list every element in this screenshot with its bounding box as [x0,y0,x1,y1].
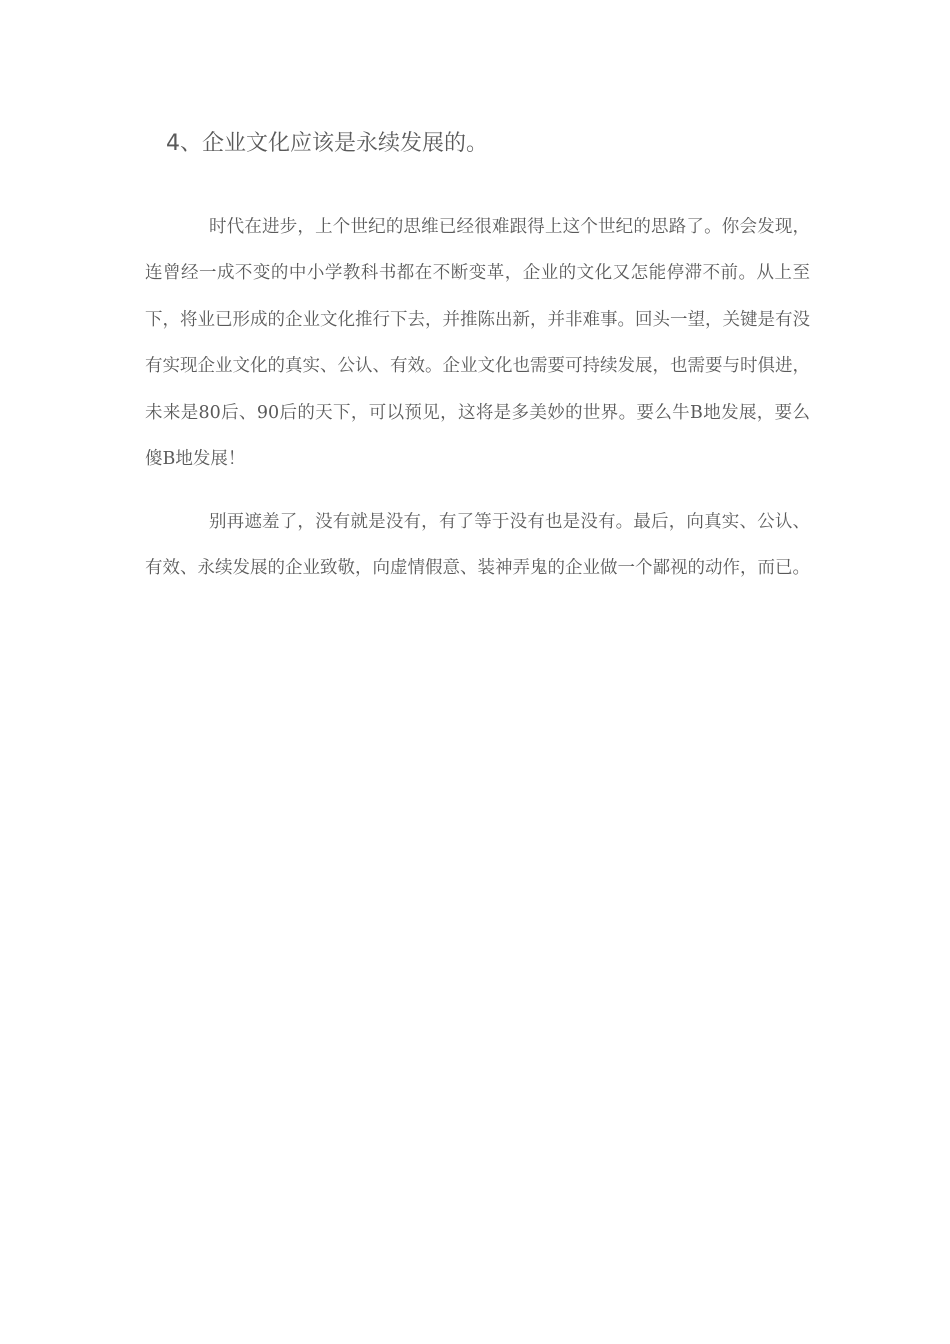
paragraph-conclusion: 别再遮羞了，没有就是没有，有了等于没有也是没有。最后，向真实、公认、有效、永续发展的企业致敬，向虚情假意、装神弄鬼的企业做一个鄙视的动作，而已。 [145,512,810,579]
paragraph-progress: 时代在进步，上个世纪的思维已经很难跟得上这个世纪的思路了。你会发现，连曾经一成不变的中小学教科书都在不断变革，企业的文化又怎能停滞不前。从上至下，将业已形成的企业文化推行下去，并推陈出新，并非难事。回头一望，关键是有没有实现企业文化的真实、公认、有效。企业文化也需要可持续发展，也需要与时俱进，未来是80后、90后的天下，可以预见，这将是多美妙的世界。要么牛B地发展，要么傻B地发展！ [145,217,810,470]
section-heading: 4、企业文化应该是永续发展的。 [166,131,488,156]
